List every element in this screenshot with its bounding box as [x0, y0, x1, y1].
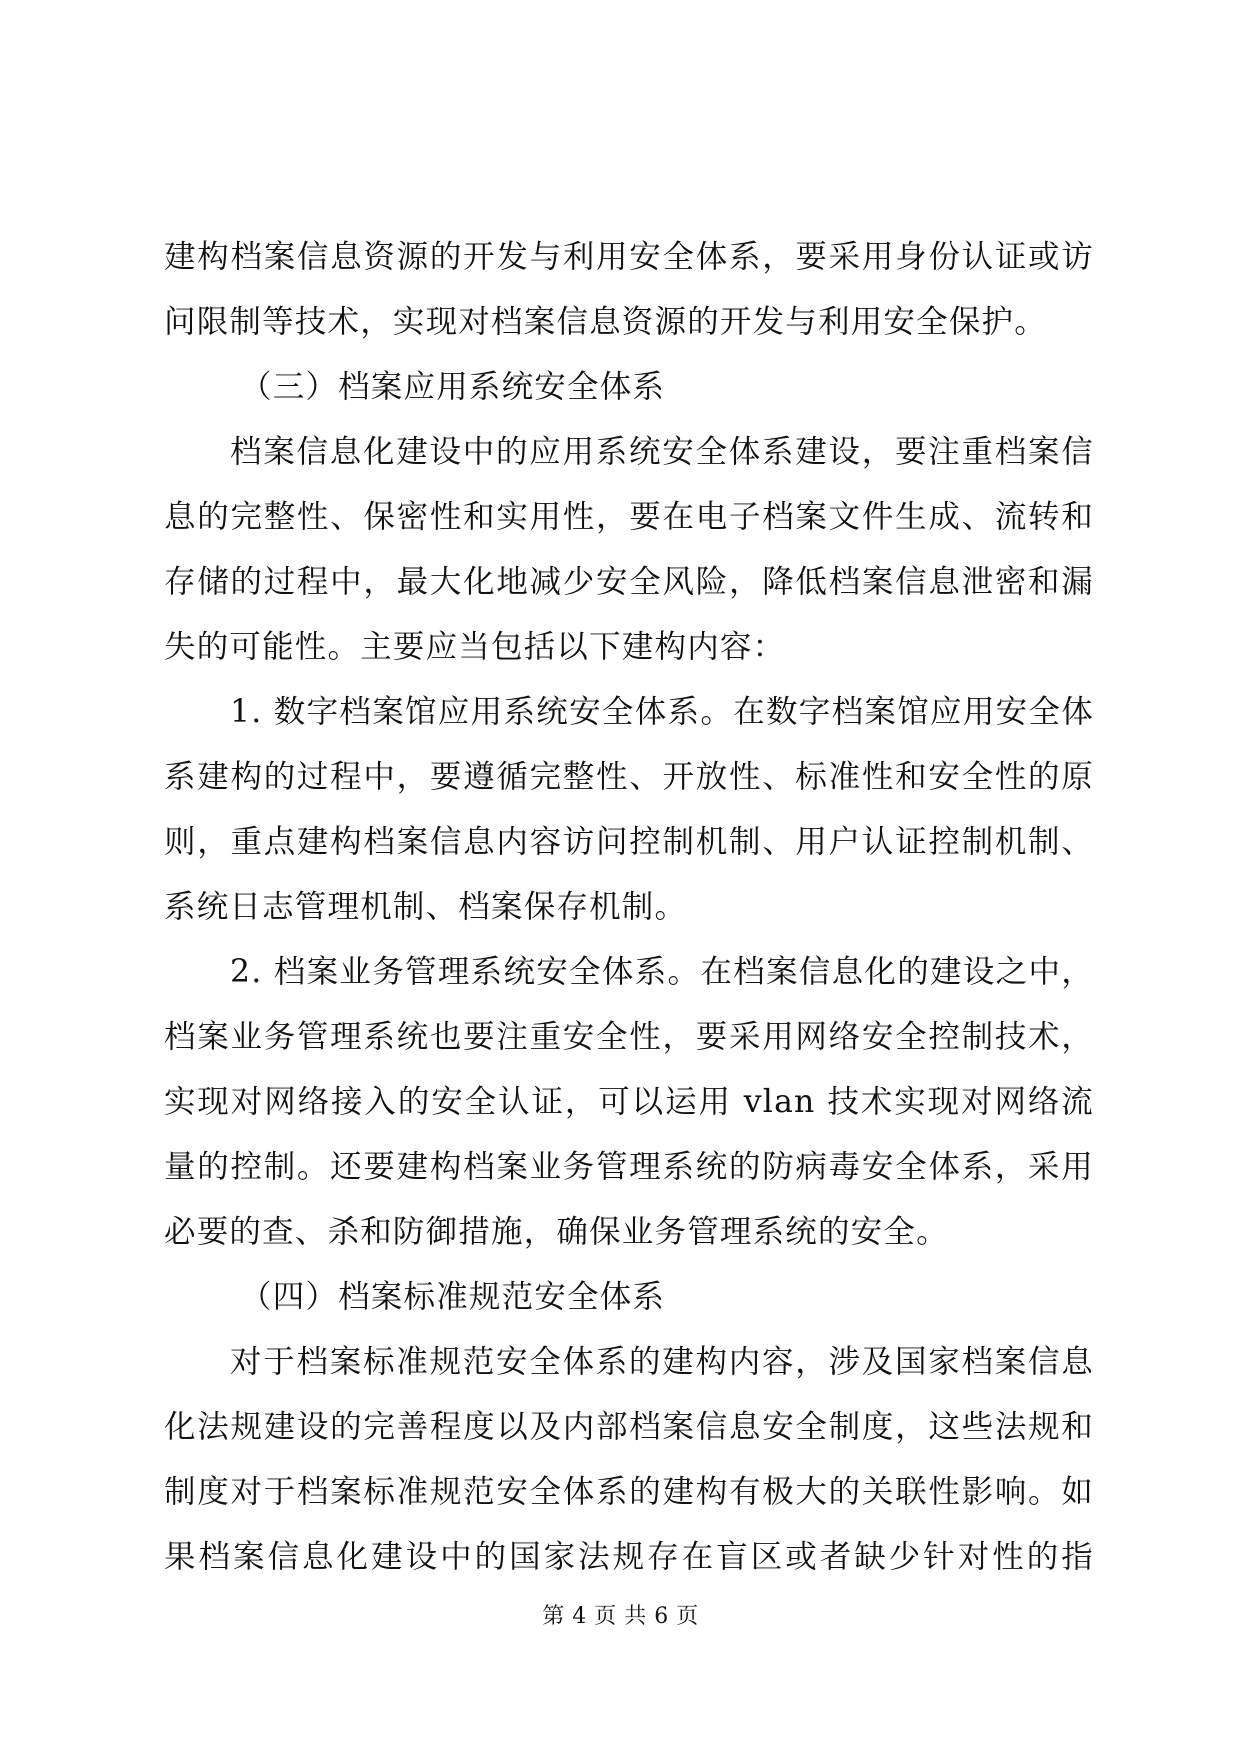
body-text-line: 问限制等技术，实现对档案信息资源的开发与利用安全保护。 — [164, 304, 1047, 340]
list-item-text-line: 2. 档案业务管理系统安全体系。在档案信息化的建设之中， — [230, 954, 1094, 990]
section-heading: （四）档案标准规范安全体系 — [240, 1279, 666, 1315]
body-text-line: 化法规建设的完善程度以及内部档案信息安全制度，这些法规和 — [164, 1409, 1094, 1445]
body-text-line: 系统日志管理机制、档案保存机制。 — [164, 889, 688, 925]
body-text-line: 则，重点建构档案信息内容访问控制机制、用户认证控制机制、 — [164, 824, 1094, 860]
body-text-line: 对于档案标准规范安全体系的建构内容，涉及国家档案信息 — [230, 1344, 1094, 1380]
body-text-line: 量的控制。还要建构档案业务管理系统的防病毒安全体系，采用 — [164, 1149, 1094, 1185]
body-text-line: 息的完整性、保密性和实用性，要在电子档案文件生成、流转和 — [164, 499, 1094, 535]
body-text-line: 档案信息化建设中的应用系统安全体系建设，要注重档案信 — [230, 434, 1094, 470]
body-text-line: 失的可能性。主要应当包括以下建构内容： — [164, 629, 786, 665]
body-text-line: 实现对网络接入的安全认证，可以运用 vlan 技术实现对网络流 — [164, 1084, 1094, 1120]
body-text-line: 存储的过程中，最大化地减少安全风险，降低档案信息泄密和漏 — [164, 564, 1094, 600]
list-item-text-line: 1. 数字档案馆应用系统安全体系。在数字档案馆应用安全体 — [230, 694, 1094, 730]
body-text-line: 档案业务管理系统也要注重安全性，要采用网络安全控制技术， — [164, 1019, 1094, 1055]
body-text-line: 制度对于档案标准规范安全体系的建构有极大的关联性影响。如 — [164, 1474, 1094, 1510]
body-text-line: 必要的查、杀和防御措施，确保业务管理系统的安全。 — [164, 1214, 949, 1250]
section-heading: （三）档案应用系统安全体系 — [240, 369, 666, 405]
body-text-line: 建构档案信息资源的开发与利用安全体系，要采用身份认证或访 — [164, 239, 1094, 275]
page-number-footer: 第 4 页 共 6 页 — [542, 1604, 699, 1629]
body-text-line: 果档案信息化建设中的国家法规存在盲区或者缺少针对性的指 — [164, 1539, 1094, 1575]
body-text-line: 系建构的过程中，要遵循完整性、开放性、标准性和安全性的原 — [164, 759, 1094, 795]
